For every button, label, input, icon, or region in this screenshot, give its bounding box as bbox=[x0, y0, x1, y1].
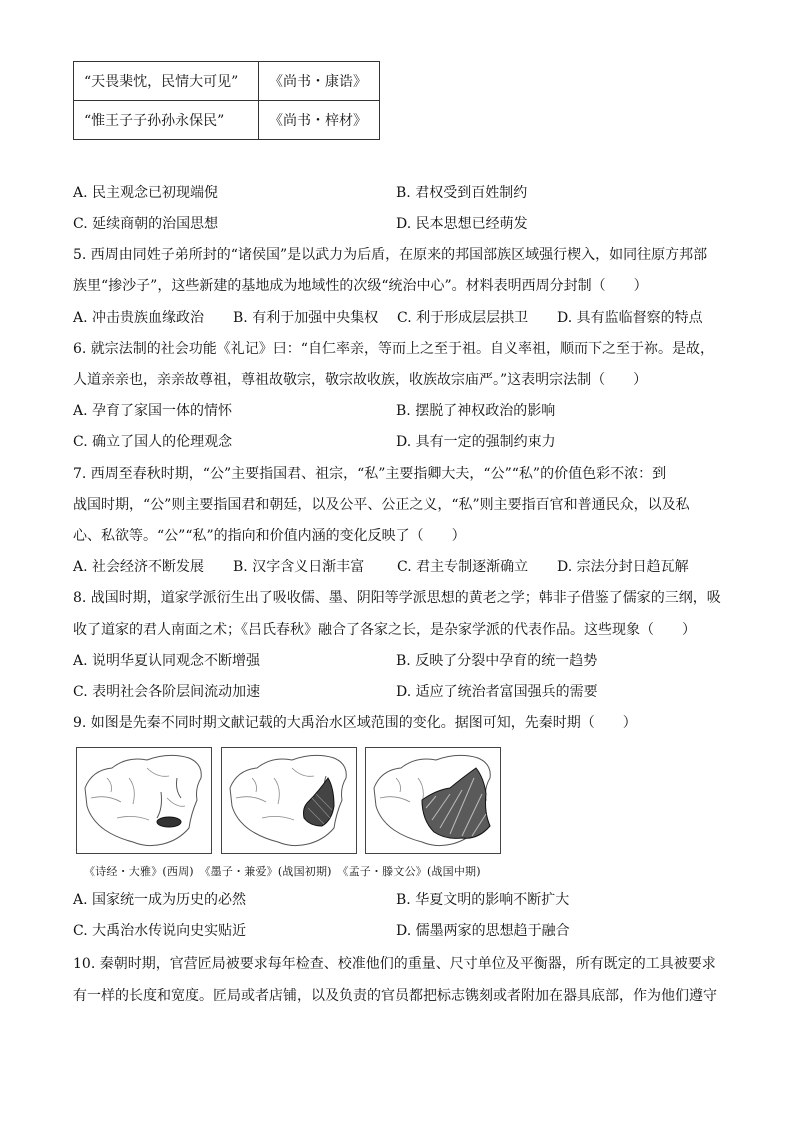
china-map-icon bbox=[366, 748, 500, 853]
q8-option-a: A. 说明华夏认同观念不断增强 bbox=[73, 653, 261, 669]
q9-option-a: A. 国家统一成为历史的必然 bbox=[73, 892, 247, 908]
q9-option-c: C. 大禹治水传说向史实贴近 bbox=[73, 923, 247, 939]
q7-stem-line-3: 心、私欲等。“公”“私”的指向和价值内涵的变化反映了（ ） bbox=[73, 528, 466, 544]
q8-stem-line-1: 8. 战国时期，道家学派衍生出了吸收儒、墨、阴阳等学派思想的黄老之学；韩非子借鉴了儒家的三纲，吸 bbox=[73, 590, 721, 606]
q6-option-b: B. 摆脱了神权政治的影响 bbox=[396, 403, 556, 419]
table-row bbox=[74, 101, 380, 140]
q7-option-b: B. 汉字含义日渐丰富 bbox=[233, 559, 365, 575]
q6-stem-line-1: 6. 就宗法制的社会功能《礼记》曰：“自仁率亲，等而上之至于祖。自义率祖，顺而下之至于祢。是故， bbox=[73, 341, 714, 357]
q10-stem-line-1: 10. 秦朝时期，官营匠局被要求每年检查、校准他们的重量、尺寸单位及平衡器，所有既定的工具被要求 bbox=[73, 956, 716, 972]
q6-stem-line-2: 人道亲亲也，亲亲故尊祖，尊祖故敬宗，敬宗故收族，收族故宗庙严。”这表明宗法制（ ） bbox=[73, 372, 648, 388]
q6-option-c: C. 确立了国人的伦理观念 bbox=[73, 434, 233, 450]
map-western-zhou bbox=[76, 747, 212, 854]
china-map-icon bbox=[222, 748, 356, 853]
china-map-icon bbox=[77, 748, 211, 853]
q7-stem-line-2: 战国时期，“公”则主要指国君和朝廷，以及公平、公正之义，“私”则主要指百官和普通民众，以及私 bbox=[73, 497, 690, 513]
q7-option-a: A. 社会经济不断发展 bbox=[73, 559, 205, 575]
source-cell: 《尚书・梓材》 bbox=[259, 101, 380, 140]
q9-option-b: B. 华夏文明的影响不断扩大 bbox=[396, 892, 570, 908]
table-row bbox=[74, 62, 380, 101]
q6-option-d: D. 具有一定的强制约束力 bbox=[396, 434, 556, 450]
q8-option-d: D. 适应了统治者富国强兵的需要 bbox=[396, 684, 598, 700]
source-cell: 《尚书・康诰》 bbox=[259, 62, 380, 101]
map-mid-warring-states bbox=[365, 747, 501, 854]
q7-stem-line-1: 7. 西周至春秋时期，“公”主要指国君、祖宗，“私”主要指卿大夫，“公”“私”的价值色彩不浓：到 bbox=[73, 466, 667, 482]
q9-option-d: D. 儒墨两家的思想趋于融合 bbox=[396, 923, 570, 939]
q5-option-a: A. 冲击贵族血缘政治 bbox=[73, 310, 205, 326]
q4-option-c: C. 延续商朝的治国思想 bbox=[73, 216, 219, 232]
q5-stem-line-2: 族里“掺沙子”，这些新建的基地成为地域性的次级“统治中心”。材料表明西周分封制（ ） bbox=[73, 278, 648, 294]
quote-cell: “天畏棐忱，民情大可见” bbox=[74, 62, 259, 101]
q8-stem-line-2: 收了道家的君人南面之术；《吕氏春秋》融合了各家之长，是杂家学派的代表作品。这些现象（ ） bbox=[73, 622, 696, 638]
q10-stem-line-2: 有一样的长度和宽度。匠局或者店铺，以及负责的官员都把标志镌刻或者附加在器具底部，作为他们遵守 bbox=[73, 988, 717, 1004]
q8-option-b: B. 反映了分裂中孕育的统一趋势 bbox=[396, 653, 598, 669]
map-caption: 《诗经・大雅》(西周) 《墨子・兼爱》(战国初期) 《孟子・滕文公》(战国中期) bbox=[84, 865, 481, 878]
q4-option-b: B. 君权受到百姓制约 bbox=[396, 185, 528, 201]
q6-option-a: A. 孕育了家国一体的情怀 bbox=[73, 403, 233, 419]
q7-option-c: C. 君主专制逐渐确立 bbox=[397, 559, 529, 575]
q5-stem-line-1: 5. 西周由同姓子弟所封的“诸侯国”是以武力为后盾，在原来的邦国部族区域强行楔入，如同往原方邦部 bbox=[73, 247, 708, 263]
quote-cell: “惟王子子孙孙永保民” bbox=[74, 101, 259, 140]
q7-option-d: D. 宗法分封日趋瓦解 bbox=[557, 559, 689, 575]
q9-stem-line-1: 9. 如图是先秦不同时期文献记载的大禹治水区域范围的变化。据图可知，先秦时期（ ） bbox=[73, 715, 637, 731]
q5-option-b: B. 有利于加强中央集权 bbox=[233, 310, 379, 326]
q4-option-d: D. 民本思想已经萌发 bbox=[396, 216, 528, 232]
q5-option-c: C. 利于形成层层拱卫 bbox=[397, 310, 529, 326]
q5-option-d: D. 具有监临督察的特点 bbox=[557, 310, 703, 326]
q8-option-c: C. 表明社会各阶层间流动加速 bbox=[73, 684, 261, 700]
quote-table bbox=[73, 61, 380, 140]
map-early-warring-states bbox=[221, 747, 357, 854]
q4-option-a: A. 民主观念已初现端倪 bbox=[73, 185, 219, 201]
